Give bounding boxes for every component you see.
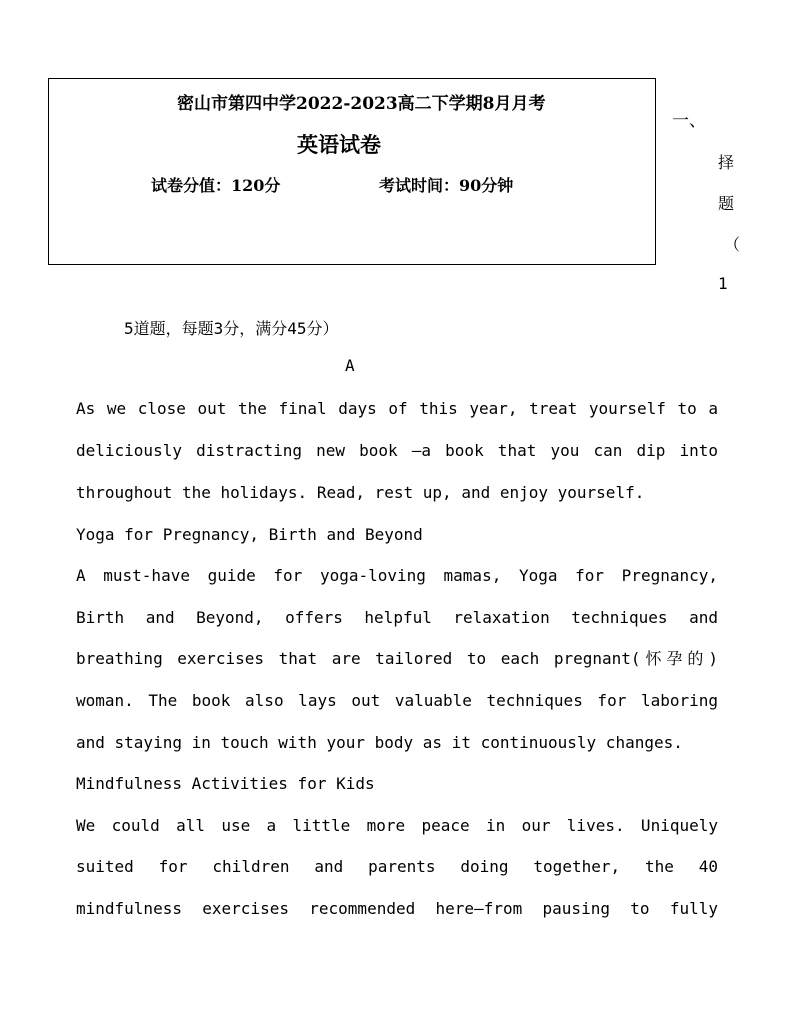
passage-line: woman. The book also lays out valuable techniques for laboring <box>76 691 718 710</box>
section-vertical-char-3: （ <box>724 235 741 254</box>
book-title: Yoga for Pregnancy, Birth and Beyond <box>76 525 423 544</box>
passage-line: As we close out the final days of this year, treat yourself to a <box>76 399 718 418</box>
exam-subject-title: 英语试卷 <box>297 132 381 157</box>
section-vertical-char-1: 择 <box>718 153 735 172</box>
passage-line: throughout the holidays. Read, rest up, and enjoy yourself. <box>76 483 645 502</box>
section-number: 一、 <box>672 111 706 131</box>
passage-line: breathing exercises that are tailored to each pregnant(怀孕的) <box>76 649 718 668</box>
exam-score-label: 试卷分值：120分 <box>151 176 281 195</box>
passage-line: suited for children and parents doing together, the 40 <box>76 857 718 876</box>
book-title: Mindfulness Activities for Kids <box>76 774 375 793</box>
section-vertical-char-2: 题 <box>718 194 735 213</box>
exam-header-box <box>48 78 656 265</box>
exam-school-title: 密山市第四中学2022-2023高二下学期8月月考 <box>177 94 546 114</box>
passage-line: We could all use a little more peace in our lives. Uniquely <box>76 816 718 835</box>
passage-line: mindfulness exercises recommended here—from pausing to fully <box>76 899 718 918</box>
passage-line: Birth and Beyond, offers helpful relaxation techniques and <box>76 608 718 627</box>
exam-time-label: 考试时间：90分钟 <box>379 176 514 195</box>
passage-label: A <box>345 356 355 375</box>
passage-line: deliciously distracting new book —a book that you can dip into <box>76 441 718 460</box>
section-instruction: 5道题，每题3分，满分45分） <box>124 319 339 338</box>
passage-line: A must-have guide for yoga-loving mamas, Yoga for Pregnancy, <box>76 566 718 585</box>
passage-line: and staying in touch with your body as it continuously changes. <box>76 733 683 752</box>
section-vertical-char-4: 1 <box>718 274 728 293</box>
